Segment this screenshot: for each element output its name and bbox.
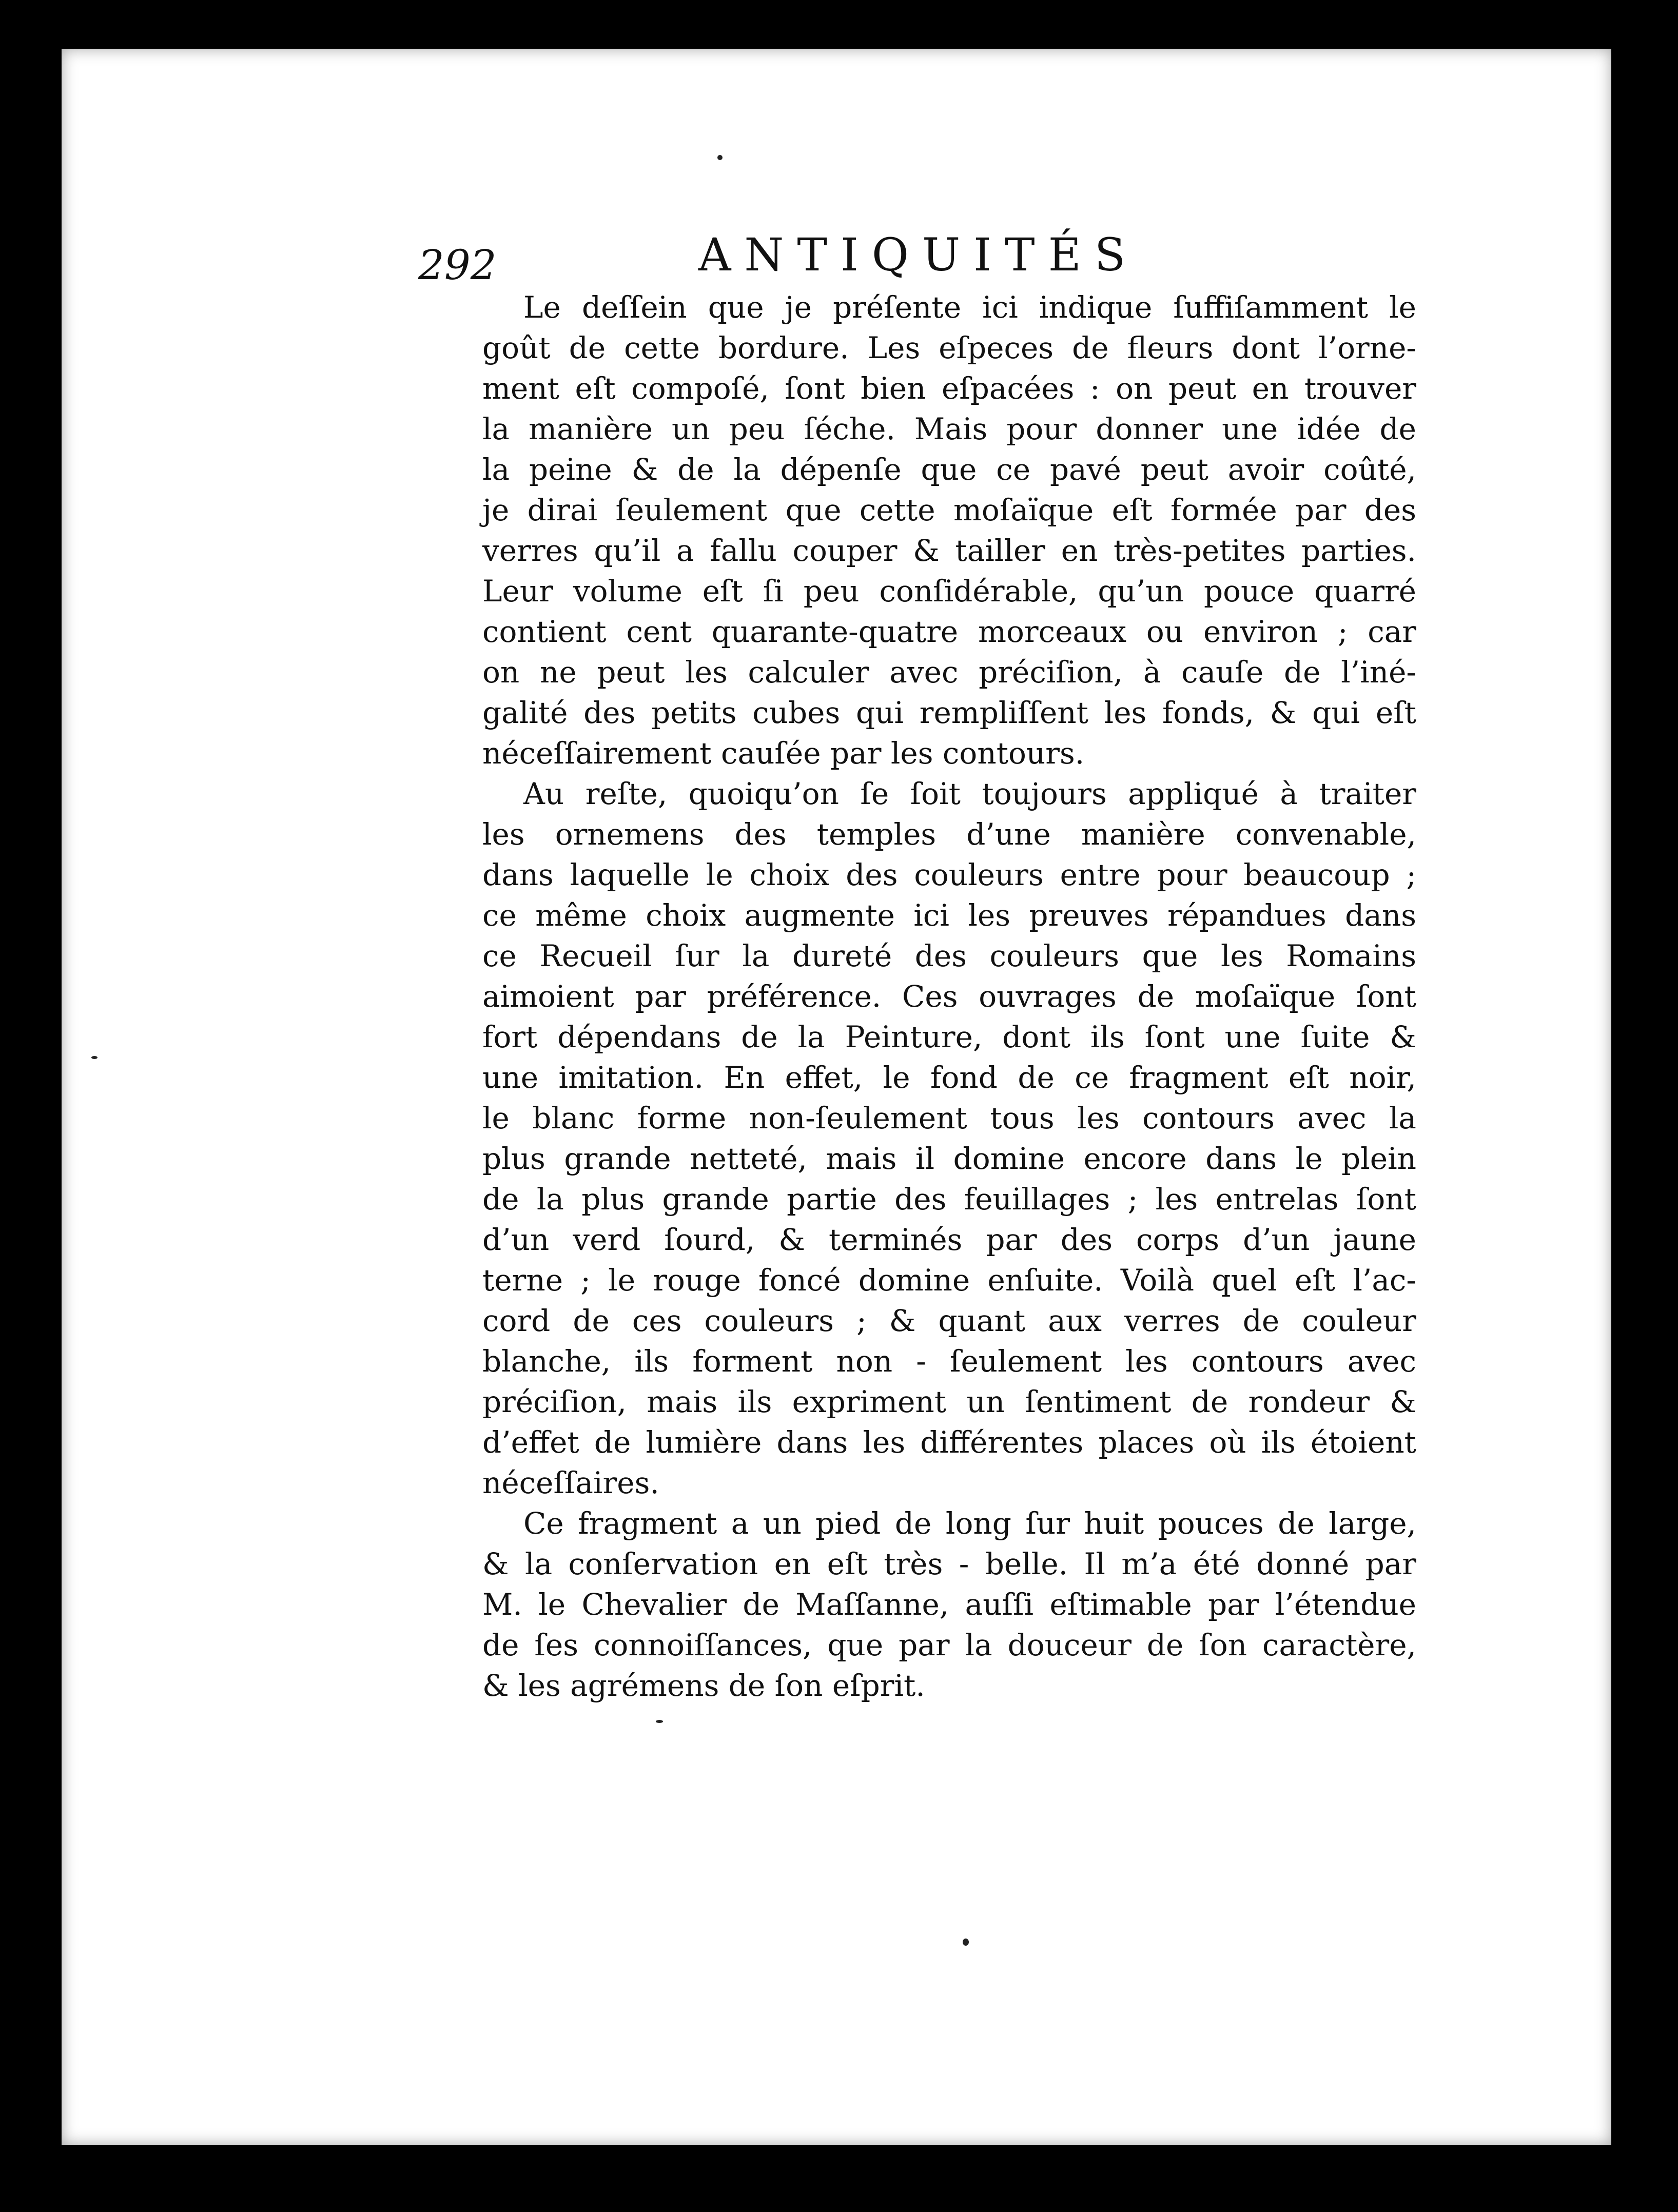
text-line: une imitation. En effet, le fond de ce fragment eſt noir, [482, 1060, 1416, 1095]
text-line: contient cent quarante-quatre morceaux ou environ ; car [482, 614, 1416, 649]
text-line: ment eſt compoſé, ſont bien eſpacées : on peut en trouver [482, 371, 1416, 406]
paragraph-1 [482, 287, 1416, 774]
text-line: ce même choix augmente ici les preuves répandues dans [482, 898, 1416, 933]
page-number: 292 [418, 241, 497, 289]
text-line: de ſes connoiſſances, que par la douceur de ſon caractère, [482, 1628, 1416, 1662]
text-line: plus grande netteté, mais il domine encore dans le plein [482, 1141, 1416, 1176]
text-line: fort dépendans de la Peinture, dont ils ſont une ſuite & [482, 1020, 1416, 1054]
text-line: ce Recueil ſur la dureté des couleurs que les Romains [482, 938, 1416, 973]
ink-speck [656, 1720, 663, 1723]
text-line: aimoient par préférence. Ces ouvrages de moſaïque ſont [482, 979, 1416, 1014]
text-line: goût de cette bordure. Les eſpeces de fleurs dont l’orne- [482, 330, 1416, 365]
running-title: ANTIQUITÉS [698, 228, 1139, 281]
text-line: les ornemens des temples d’une manière convenable, [482, 817, 1416, 852]
text-line: d’effet de lumière dans les différentes places où ils étoient [482, 1425, 1416, 1460]
text-line: & les agrémens de ſon eſprit. [482, 1668, 925, 1703]
text-line: Ce fragment a un pied de long ſur huit pouces de large, [523, 1506, 1416, 1541]
text-line: préciſion, mais ils expriment un ſentiment de rondeur & [482, 1384, 1416, 1419]
ink-speck [717, 155, 723, 160]
text-line: cord de ces couleurs ; & quant aux verres de couleur [482, 1303, 1416, 1338]
text-line: d’un verd ſourd, & terminés par des corps d’un jaune [482, 1222, 1416, 1257]
ink-speck [963, 1939, 969, 1946]
text-line: galité des petits cubes qui rempliſſent les fonds, & qui eſt [482, 695, 1416, 730]
text-line: Leur volume eſt ſi peu conſidérable, qu’un pouce quarré [482, 574, 1416, 609]
text-line: & la conſervation en eſt très - belle. Il m’a été donné par [482, 1547, 1416, 1581]
text-line: la manière un peu ſéche. Mais pour donner une idée de [482, 412, 1416, 446]
paragraph-2 [482, 774, 1416, 1503]
text-line: de la plus grande partie des feuillages ; les entrelas ſont [482, 1182, 1416, 1217]
text-line: dans laquelle le choix des couleurs entre pour beaucoup ; [482, 857, 1416, 892]
text-line: la peine & de la dépenſe que ce pavé peut avoir coûté, [482, 452, 1416, 487]
text-line: néceſſairement cauſée par les contours. [482, 736, 1085, 771]
ink-speck [91, 1056, 97, 1059]
text-line: je dirai ſeulement que cette moſaïque eſt formée par des [482, 493, 1416, 527]
text-line: on ne peut les calculer avec préciſion, à cauſe de l’iné- [482, 655, 1416, 690]
text-line: verres qu’il a fallu couper & tailler en très-petites parties. [482, 533, 1416, 568]
text-line: blanche, ils forment non - ſeulement les contours avec [482, 1344, 1416, 1379]
body-text [482, 287, 1416, 1706]
text-line: Au reſte, quoiqu’on ſe ſoit toujours appliqué à traiter [523, 776, 1416, 811]
text-line: M. le Chevalier de Maſſanne, auſſi eſtimable par l’étendue [482, 1587, 1416, 1622]
text-line: Le deſſein que je préſente ici indique ſuffiſamment le [523, 290, 1416, 325]
text-line: terne ; le rouge foncé domine enſuite. Voilà quel eſt l’ac- [482, 1263, 1416, 1298]
text-line: néceſſaires. [482, 1465, 659, 1500]
text-line: le blanc forme non-ſeulement tous les contours avec la [482, 1101, 1416, 1136]
paragraph-3 [482, 1503, 1416, 1706]
